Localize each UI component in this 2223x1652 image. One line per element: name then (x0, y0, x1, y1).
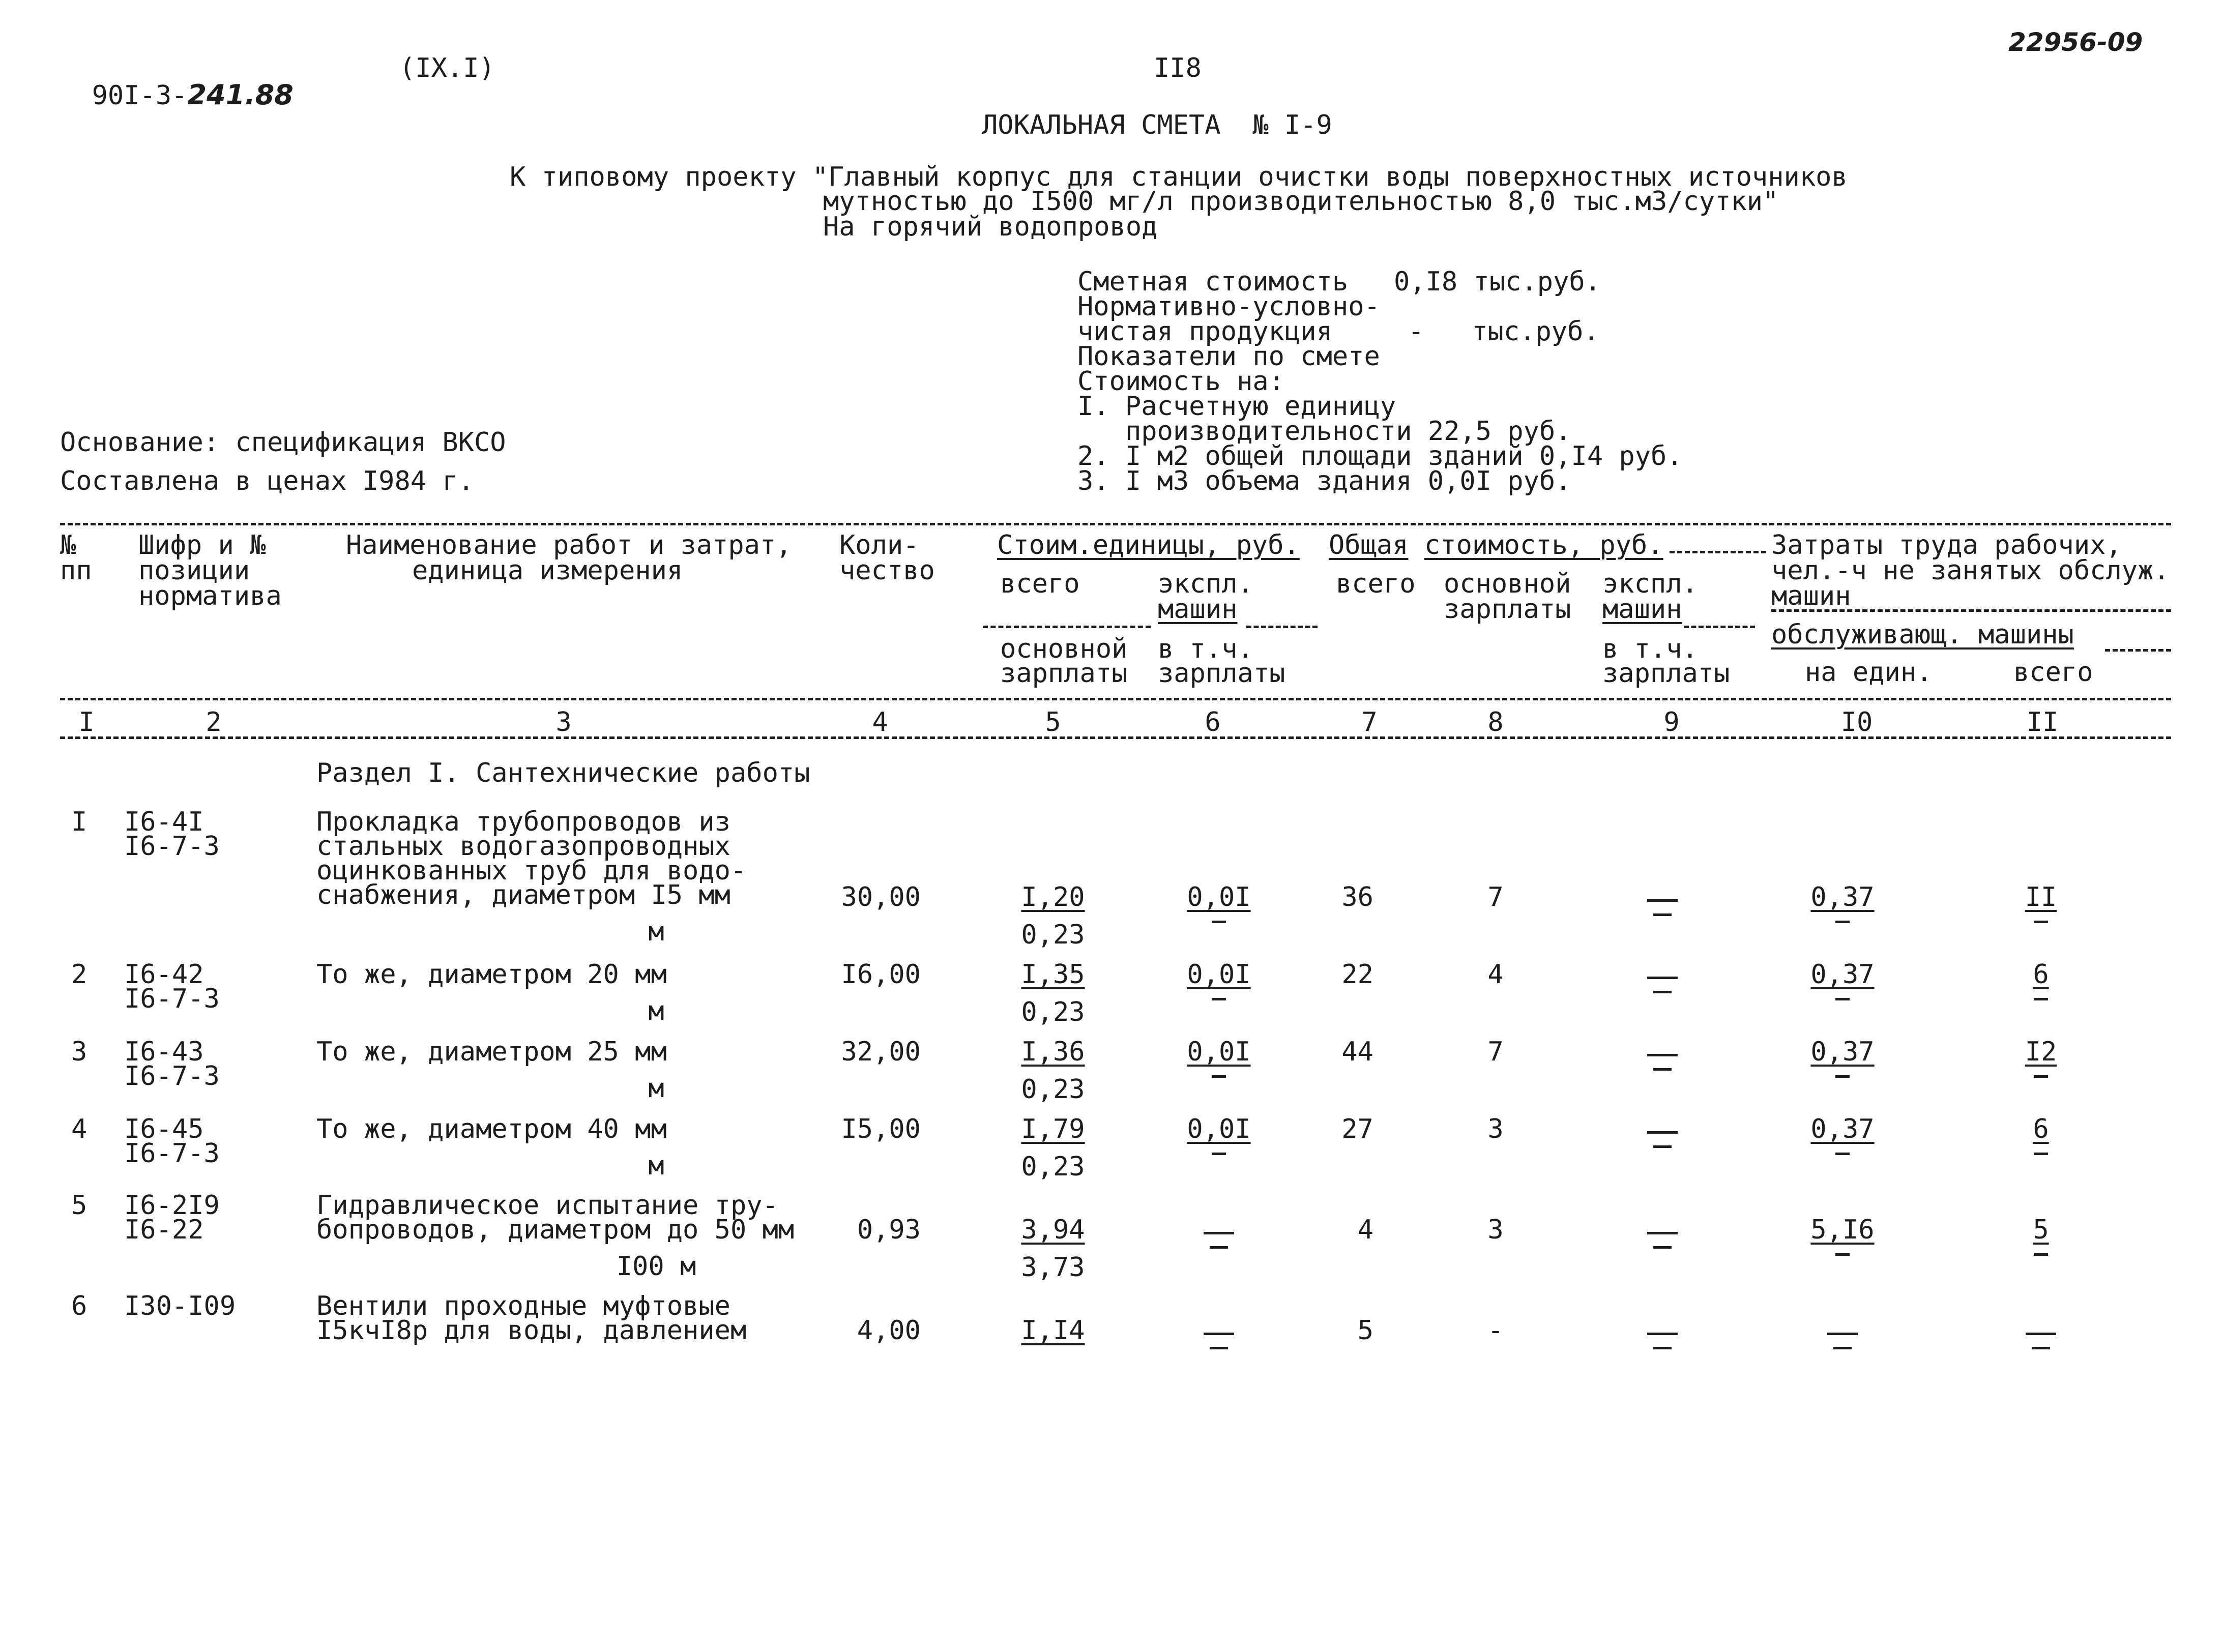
normative-value: - тыс.руб. (1408, 316, 1599, 347)
basis-line: Основание: спецификация ВКСО (60, 427, 506, 458)
row-name-line: Вентили проходные муфтовые (316, 1291, 730, 1321)
row-labor-total-denominator-dash (2034, 1075, 2048, 1078)
row-unit: м (648, 1073, 664, 1104)
indicator-3: 3. I м3 объема здания 0,0I руб. (1077, 466, 1571, 496)
project-line-3: На горячий водопровод (823, 212, 1158, 242)
row-unit-wage: 0,23 (1021, 1152, 1085, 1182)
row-unit-machine-denominator-dash (1212, 1153, 1226, 1155)
indicator-1a: I. Расчетную единицу (1077, 391, 1396, 422)
mach-head-b: машин (1602, 594, 1682, 625)
wage-head-b: зарплаты (1444, 594, 1571, 625)
mach-wage-head-b: зарплаты (1602, 658, 1730, 689)
mach-head-a: экспл. (1602, 569, 1698, 599)
row-unit: I00 м (616, 1251, 696, 1282)
row-unit-wage: 0,23 (1021, 1074, 1085, 1105)
unit-mach-head-a: экспл. (1158, 569, 1253, 599)
document-code-printed: 90I-3- (92, 80, 188, 111)
unit-wage-head-b: зарплаты (1000, 658, 1128, 689)
col1-head-a: № (60, 530, 76, 560)
row-code-1: I30-I09 (124, 1291, 236, 1321)
row-total: 27 (1341, 1114, 1373, 1144)
unit-wage-head-a: основной (1000, 634, 1128, 664)
album-number: (IX.I) (399, 53, 495, 83)
row-unit: м (648, 917, 664, 947)
row-labor-total-denominator-dash (2034, 1253, 2048, 1256)
total-cost-head-a: Общая (1329, 530, 1409, 560)
project-line-2: мутностью до I500 мг/л производительностью 8,0 тыс.м3/сутки" (823, 186, 1779, 217)
row-number: 4 (71, 1114, 87, 1144)
row-total: 44 (1341, 1037, 1373, 1067)
row-name-line: I5кчI8р для воды, давлением (316, 1315, 747, 1346)
header-bottom-rule (60, 736, 2171, 739)
col-number-8: 8 (1487, 707, 1504, 738)
section-title: Раздел I. Сантехнические работы (316, 758, 810, 788)
row-name-line: То же, диаметром 25 мм (316, 1037, 667, 1067)
row-labor-total-dash-lower (2032, 1347, 2050, 1349)
row-labor-unit-denominator-dash (1835, 921, 1850, 923)
row-number: 5 (71, 1190, 87, 1221)
row-code-2: I6-7-3 (124, 831, 220, 862)
unit-mach-wage-head-a: в т.ч. (1158, 634, 1253, 664)
row-unit-total: 3,94 (1021, 1215, 1085, 1245)
row-total: 22 (1341, 959, 1373, 990)
row-unit-machine-dash-lower (1210, 1347, 1228, 1349)
labor-total-head: всего (2013, 657, 2093, 688)
col2-head-a: Шифр и № (138, 530, 266, 560)
wage-head-a: основной (1444, 569, 1571, 599)
row-labor-unit-dash (1827, 1333, 1858, 1335)
row-machine-dash (1647, 1333, 1678, 1335)
row-labor-unit-denominator-dash (1835, 998, 1850, 1000)
row-total: 5 (1357, 1315, 1373, 1346)
row-wage: 7 (1487, 1037, 1504, 1067)
col-number-9: 9 (1663, 707, 1680, 738)
indicator-2: 2. I м2 общей площади зданий 0,I4 руб. (1077, 441, 1683, 471)
col4-head-b: чество (839, 555, 935, 586)
row-unit-total: I,I4 (1021, 1315, 1085, 1346)
row-unit-machine-dash (1204, 1232, 1234, 1234)
row-number: I (71, 807, 87, 837)
row-labor-unit-denominator-dash (1835, 1253, 1850, 1256)
row-unit-machine-dash (1204, 1333, 1234, 1335)
row-code-1: I6-43 (124, 1037, 204, 1067)
row-name-line: бопроводов, диаметром до 50 мм (316, 1215, 795, 1245)
page-number: II8 (1154, 53, 1202, 83)
col-number-10: I0 (1840, 707, 1873, 738)
labor-head-b: чел.-ч не занятых обслуж. (1771, 555, 2170, 586)
col-number-5: 5 (1045, 707, 1061, 738)
mach-wage-head-a: в т.ч. (1602, 634, 1698, 664)
archive-number: 22956-09 (2008, 27, 2143, 57)
row-labor-total: 6 (2033, 959, 2049, 990)
row-machine-dash-lower (1653, 1145, 1672, 1148)
row-labor-total: 5 (2033, 1215, 2049, 1245)
unit-mach-wage-head-b: зарплаты (1158, 658, 1285, 689)
row-total: 36 (1341, 882, 1373, 912)
col3-head-a: Наименование работ и затрат, (346, 530, 792, 560)
row-labor-unit-dash-lower (1833, 1347, 1852, 1349)
row-unit-machine-denominator-dash (1212, 921, 1226, 923)
cost-label: Сметная стоимость (1077, 267, 1349, 297)
row-unit-machine-denominator-dash (1212, 998, 1226, 1000)
document-code (60, 55, 294, 109)
row-labor-unit-denominator-dash (1835, 1075, 1850, 1078)
row-unit-wage: 3,73 (1021, 1252, 1085, 1283)
cost-value: 0,I8 тыс.руб. (1394, 267, 1601, 297)
row-machine-dash-lower (1653, 1246, 1672, 1249)
row-name-line: снабжения, диаметром I5 мм (316, 880, 730, 910)
row-code-2: I6-7-3 (124, 984, 220, 1014)
row-machine-dash (1647, 1232, 1678, 1234)
row-unit-machine: 0,0I (1187, 1037, 1251, 1067)
prices-line: Составлена в ценах I984 г. (60, 466, 474, 496)
project-line-1: К типовому проекту "Главный корпус для станции очистки воды поверхностных источников (510, 162, 1848, 192)
row-labor-total-denominator-dash (2034, 1153, 2048, 1155)
indicators-label: Показатели по смете (1077, 341, 1380, 372)
row-quantity: 4,00 (857, 1315, 921, 1346)
row-name-line: Прокладка трубопроводов из (316, 807, 730, 837)
row-code-1: I6-4I (124, 807, 204, 837)
row-wage: - (1487, 1315, 1504, 1346)
header-mid-rule (60, 698, 2171, 700)
row-wage: 4 (1487, 959, 1504, 990)
total-head: всего (1336, 569, 1416, 599)
row-machine-dash (1647, 1131, 1678, 1134)
unit-mach-head-b: машин (1158, 594, 1238, 625)
row-machine-dash-lower (1653, 1347, 1672, 1349)
row-code-2: I6-7-3 (124, 1061, 220, 1092)
row-total: 4 (1357, 1215, 1373, 1245)
col-number-7: 7 (1361, 707, 1378, 738)
row-unit: м (648, 996, 664, 1026)
row-machine-dash (1647, 977, 1678, 979)
row-labor-total-denominator-dash (2034, 921, 2048, 923)
row-labor-total-denominator-dash (2034, 998, 2048, 1000)
col-number-11: II (2026, 707, 2059, 738)
row-code-2: I6-22 (124, 1215, 204, 1245)
row-name-line: Гидравлическое испытание тру- (316, 1190, 778, 1221)
row-number: 3 (71, 1037, 87, 1067)
row-unit-machine: 0,0I (1187, 882, 1251, 912)
row-quantity: 30,00 (841, 882, 921, 912)
unit-total-head: всего (1000, 569, 1080, 599)
col4-head-a: Коли- (839, 530, 919, 560)
col-number-6: 6 (1205, 707, 1221, 738)
labor-head-d: обслуживающ. машины (1771, 620, 2074, 650)
indicator-1b: производительности 22,5 руб. (1125, 416, 1571, 447)
row-machine-dash-lower (1653, 991, 1672, 993)
row-unit-total: I,36 (1021, 1037, 1085, 1067)
row-labor-unit: 0,37 (1810, 1037, 1875, 1067)
row-unit-wage: 0,23 (1021, 920, 1085, 950)
row-name-line: стальных водогазопроводных (316, 831, 730, 862)
row-unit-machine-dash-lower (1210, 1246, 1228, 1249)
row-number: 2 (71, 959, 87, 990)
cost-per-label: Стоимость на: (1077, 366, 1284, 397)
row-name-line: оцинкованных труб для водо- (316, 855, 747, 886)
row-machine-dash-lower (1653, 1068, 1672, 1071)
row-unit-total: I,20 (1021, 882, 1085, 912)
normative-label-2: чистая продукция (1077, 316, 1332, 347)
row-unit: м (648, 1150, 664, 1181)
row-machine-dash (1647, 899, 1678, 902)
row-labor-unit: 5,I6 (1810, 1215, 1875, 1245)
row-unit-machine: 0,0I (1187, 1114, 1251, 1144)
row-quantity: 32,00 (841, 1037, 921, 1067)
unit-cost-head: Стоим.единицы, руб. (997, 530, 1300, 560)
normative-label-1: Нормативно-условно- (1077, 291, 1380, 322)
col-number-1: I (78, 707, 95, 738)
col2-head-b: позиции (138, 555, 250, 586)
col-number-3: 3 (555, 707, 572, 738)
row-unit-total: I,35 (1021, 959, 1085, 990)
col-number-4: 4 (872, 707, 888, 738)
labor-head-a: Затраты труда рабочих, (1771, 530, 2122, 560)
col3-head-b: единица измерения (412, 555, 683, 586)
row-wage: 7 (1487, 882, 1504, 912)
row-quantity: 0,93 (857, 1215, 921, 1245)
row-code-2: I6-7-3 (124, 1138, 220, 1169)
col-number-2: 2 (206, 707, 222, 738)
col2-head-c: норматива (138, 581, 282, 611)
row-machine-dash (1647, 1054, 1678, 1056)
row-labor-total: I2 (2025, 1037, 2057, 1067)
row-code-1: I6-2I9 (124, 1190, 220, 1221)
row-wage: 3 (1487, 1215, 1504, 1245)
row-labor-total: II (2025, 882, 2057, 912)
row-unit-machine: 0,0I (1187, 959, 1251, 990)
row-labor-unit-denominator-dash (1835, 1153, 1850, 1155)
row-name-line: То же, диаметром 40 мм (316, 1114, 667, 1144)
row-unit-total: I,79 (1021, 1114, 1085, 1144)
row-labor-unit: 0,37 (1810, 1114, 1875, 1144)
document-code-handwritten: 241.88 (187, 79, 294, 111)
row-name-line: То же, диаметром 20 мм (316, 959, 667, 990)
row-labor-unit: 0,37 (1810, 882, 1875, 912)
total-cost-head-b: стоимость, руб. (1424, 530, 1663, 560)
row-code-1: I6-42 (124, 959, 204, 990)
row-quantity: I5,00 (841, 1114, 921, 1144)
estimate-title: ЛОКАЛЬНАЯ СМЕТА № I-9 (982, 110, 1332, 140)
row-unit-wage: 0,23 (1021, 997, 1085, 1027)
col1-head-b: пп (60, 555, 92, 586)
labor-head-c: машин (1771, 581, 1851, 611)
row-unit-machine-denominator-dash (1212, 1075, 1226, 1078)
row-number: 6 (71, 1291, 87, 1321)
table-top-rule (60, 523, 2171, 525)
row-labor-unit: 0,37 (1810, 959, 1875, 990)
row-labor-total: 6 (2033, 1114, 2049, 1144)
row-wage: 3 (1487, 1114, 1504, 1144)
row-quantity: I6,00 (841, 959, 921, 990)
row-labor-total-dash (2026, 1333, 2056, 1335)
row-code-1: I6-45 (124, 1114, 204, 1144)
labor-per-unit-head: на един. (1805, 657, 1933, 688)
row-machine-dash-lower (1653, 913, 1672, 916)
